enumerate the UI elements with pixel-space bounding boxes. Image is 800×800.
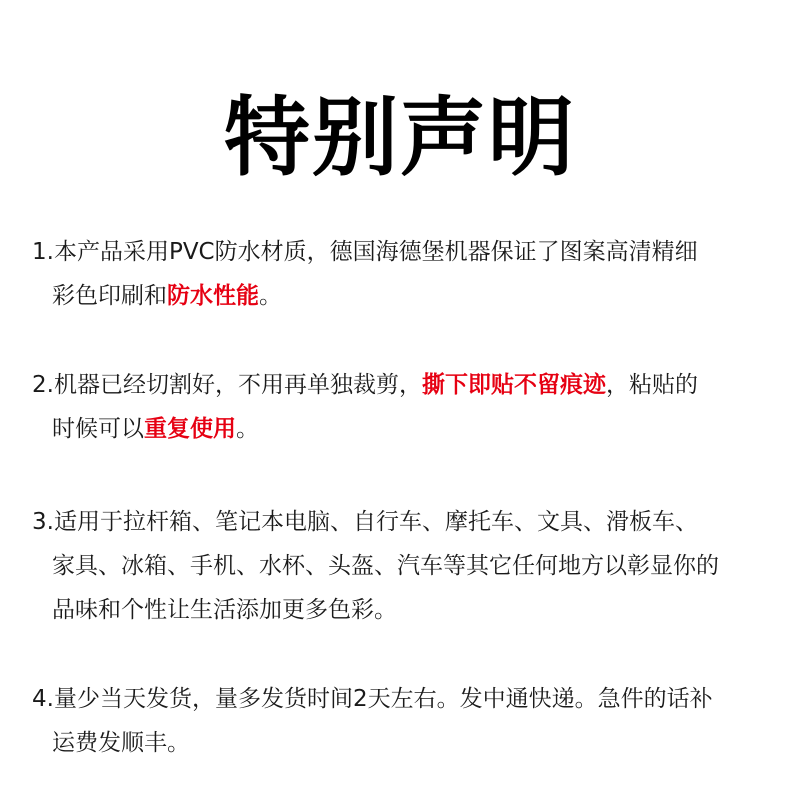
statement-2-text-b: ，粘贴的	[605, 372, 698, 398]
statement-1-line-1: 1.本产品采用PVC防水材质，德国海德堡机器保证了图案高清精细	[32, 239, 698, 265]
statement-2-text-c: 时候可以	[52, 416, 144, 442]
statement-item-4	[32, 677, 772, 765]
statement-2-line-1	[32, 363, 772, 407]
statement-4-line-2: 运费发顺丰。	[52, 730, 190, 756]
highlight-waterproof: 防水性能	[167, 283, 259, 309]
statement-3-line-1: 3.适用于拉杆箱、笔记本电脑、自行车、摩托车、文具、滑板车、	[32, 509, 698, 535]
statement-item-2	[32, 363, 772, 451]
statement-2-text-a: 2.机器已经切割好，不用再单独裁剪，	[32, 372, 422, 398]
statement-1-text: 彩色印刷和	[52, 283, 167, 309]
statement-3-line-2: 家具、冰箱、手机、水杯、头盔、汽车等其它任何地方以彰显你的	[52, 553, 719, 579]
statement-1-line-2	[32, 274, 772, 318]
statement-item-1	[32, 230, 772, 318]
statement-2-line-2	[32, 407, 772, 451]
statement-item-3	[32, 500, 772, 632]
statement-2-punct: 。	[236, 416, 259, 442]
highlight-peel-no-residue: 撕下即贴不留痕迹	[421, 372, 606, 398]
page-title: 特别声明	[224, 88, 576, 188]
statement-1-punct: 。	[259, 283, 282, 309]
highlight-reusable: 重复使用	[144, 416, 236, 442]
statement-4-line-1: 4.量少当天发货，量多发货时间2天左右。发中通快递。急件的话补	[32, 686, 713, 712]
statement-3-line-3: 品味和个性让生活添加更多色彩。	[52, 597, 397, 623]
